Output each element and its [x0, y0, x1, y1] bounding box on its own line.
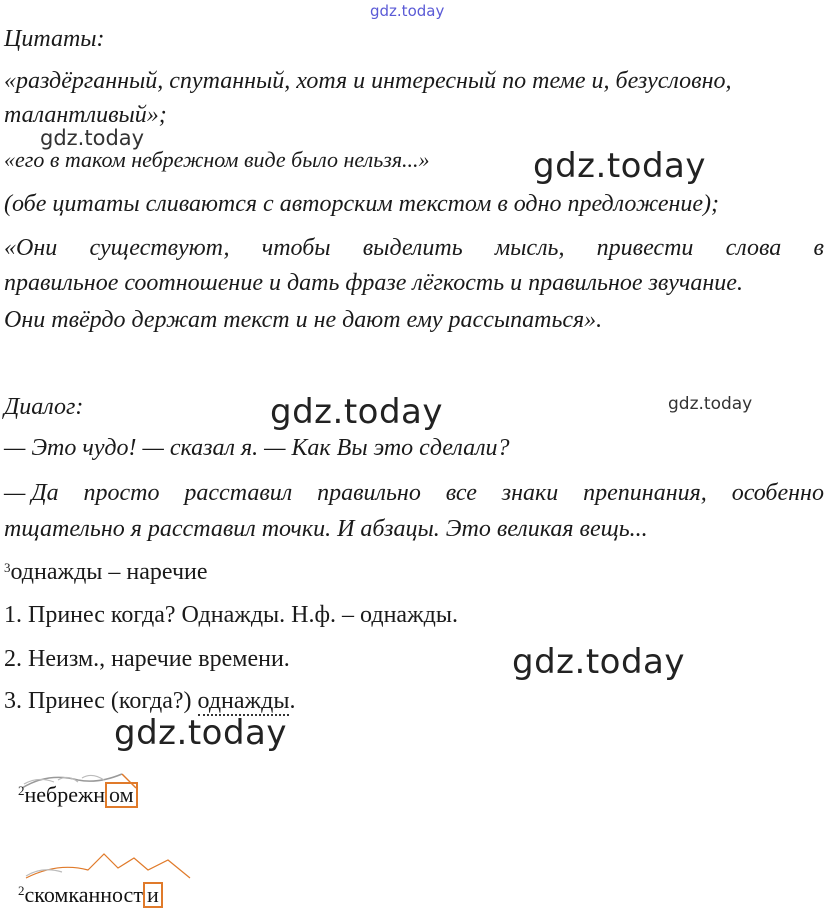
word: слова — [725, 235, 782, 261]
watermark-right-small: gdz.today — [668, 394, 753, 414]
word: — Да — [4, 480, 59, 506]
word: в — [813, 235, 824, 261]
word: просто — [83, 480, 160, 506]
watermark-lower-big: gdz.today — [114, 713, 287, 753]
item-suffix: . — [289, 688, 296, 714]
word-stem: небрежн — [24, 782, 105, 807]
watermark-right-mid-big: gdz.today — [512, 642, 685, 682]
watermark-right-big: gdz.today — [533, 146, 706, 186]
word: «Они — [4, 235, 58, 261]
word: выделить — [362, 235, 463, 261]
underlined-word: однажды — [197, 688, 290, 714]
footnote-number: 3 — [4, 560, 11, 575]
footnote-number: 2 — [18, 783, 25, 798]
word: расставил — [184, 480, 293, 506]
analysis-item-3 — [4, 686, 295, 716]
quote-line-2: талантливый»; — [4, 102, 167, 128]
dialog-line-2 — [4, 478, 824, 508]
quote-line-3: «его в таком небрежном виде было нельзя...» — [4, 147, 430, 172]
morpheme-word-1 — [18, 782, 138, 808]
word: существуют, — [89, 235, 230, 261]
quote-line-6: правильное соотношение и дать фразе лёгкость и правильное звучание. — [4, 270, 743, 296]
dialog-heading: Диалог: — [4, 394, 84, 420]
watermark-center-big: gdz.today — [270, 392, 443, 432]
quote-line-7: Они твёрдо держат текст и не дают ему рассыпаться». — [4, 307, 603, 333]
word: правильно — [317, 480, 421, 506]
quotes-heading: Цитаты: — [4, 26, 105, 52]
word: все — [445, 480, 477, 506]
word: мысль, — [494, 235, 565, 261]
word: особенно — [731, 480, 824, 506]
word-ending: ом — [105, 782, 138, 808]
word-ending: и — [143, 882, 163, 908]
word: чтобы — [261, 235, 331, 261]
morpheme-arc-icon — [18, 852, 198, 882]
analysis-item-1: 1. Принес когда? Однажды. Н.ф. – однажды. — [4, 602, 458, 628]
quote-line-4: (обе цитаты сливаются с авторским текстом в одно предложение); — [4, 191, 720, 217]
analysis-word-line — [4, 557, 208, 587]
footnote-number: 2 — [18, 883, 25, 898]
analysis-word: однажды – наречие — [10, 559, 208, 585]
item-prefix: 3. Принес (когда?) — [4, 688, 198, 714]
word: препинания, — [583, 480, 707, 506]
watermark-left-small: gdz.today — [40, 126, 145, 150]
word: знаки — [501, 480, 559, 506]
dialog-line-1: — Это чудо! — сказал я. — Как Вы это сделали? — [4, 435, 510, 461]
dialog-line-3: тщательно я расставил точки. И абзацы. Это великая вещь... — [4, 516, 648, 542]
watermark-top: gdz.today — [370, 2, 445, 20]
word-stem: скомканност — [24, 882, 143, 907]
quote-line-5 — [4, 233, 824, 263]
analysis-item-2: 2. Неизм., наречие времени. — [4, 646, 290, 672]
word: привести — [596, 235, 694, 261]
morpheme-word-2 — [18, 882, 163, 908]
quote-line-1: «раздёрганный, спутанный, хотя и интересный по теме и, безусловно, — [4, 68, 732, 94]
